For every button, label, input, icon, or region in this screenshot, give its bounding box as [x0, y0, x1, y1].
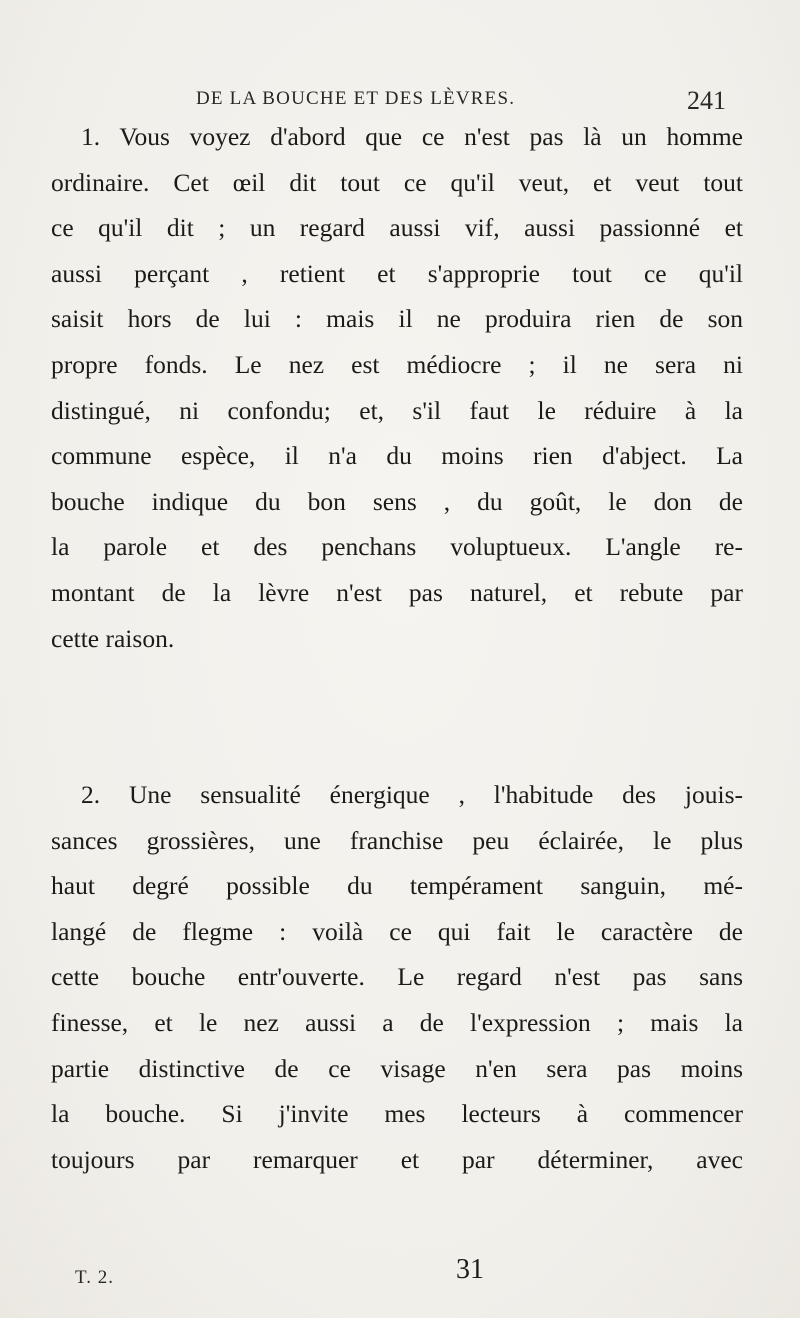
paragraph-2 — [51, 772, 743, 1182]
text-line: 1. Vous voyez d'abord que ce n'est pas là un homme — [81, 122, 743, 151]
text-line: partie distinctive de ce visage n'en sera pas moins — [51, 1053, 743, 1083]
text-line: ordinaire. Cet œil dit tout ce qu'il veut, et veut tout — [51, 167, 743, 197]
gathering-number: 31 — [456, 1254, 484, 1285]
text-line: saisit hors de lui : mais il ne produira rien de son — [51, 304, 743, 334]
text-line: haut degré possible du tempérament sanguin, mé- — [51, 871, 743, 901]
text-line: cette raison. — [51, 623, 175, 653]
text-line: commune espèce, il n'a du moins rien d'abject. La — [51, 441, 743, 471]
text-line: la parole et des penchans voluptueux. L'angle re- — [51, 532, 743, 562]
page-folio: 241 — [687, 86, 726, 115]
text-line: la bouche. Si j'invite mes lecteurs à commencer — [51, 1099, 743, 1129]
text-line: montant de la lèvre n'est pas naturel, et rebute par — [51, 577, 743, 607]
text-line: propre fonds. Le nez est médiocre ; il ne sera ni — [51, 349, 743, 379]
text-line: finesse, et le nez aussi a de l'expression ; mais la — [51, 1007, 743, 1037]
text-line: distingué, ni confondu; et, s'il faut le réduire à la — [51, 395, 743, 425]
running-head-title: DE LA BOUCHE ET DES LÈVRES. — [196, 88, 516, 109]
text-line: aussi perçant , retient et s'approprie tout ce qu'il — [51, 258, 743, 288]
text-line: toujours par remarquer et par déterminer, avec — [51, 1144, 743, 1174]
text-line: sances grossières, une franchise peu éclairée, le plus — [51, 825, 743, 855]
text-line: bouche indique du bon sens , du goût, le don de — [51, 486, 743, 516]
text-line: ce qu'il dit ; un regard aussi vif, aussi passionné et — [51, 213, 743, 243]
text-line: 2. Une sensualité énergique , l'habitude des jouis- — [81, 780, 743, 809]
paragraph-1 — [51, 114, 743, 661]
text-line: cette bouche entr'ouverte. Le regard n'est pas sans — [51, 962, 743, 992]
signature-mark: T. 2. — [75, 1267, 114, 1288]
text-line: langé de flegme : voilà ce qui fait le caractère de — [51, 916, 743, 946]
